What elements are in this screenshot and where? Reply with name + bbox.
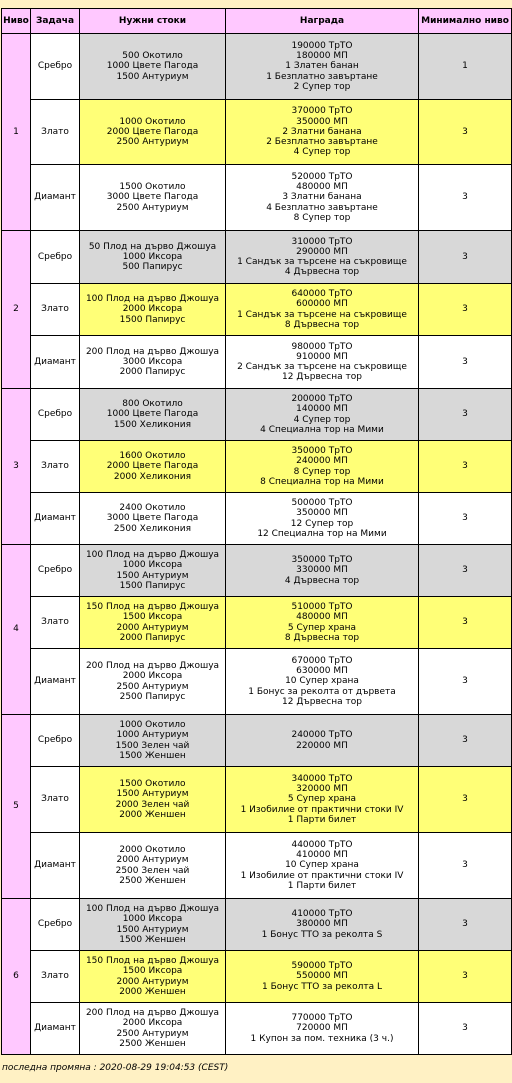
reward-cell	[226, 597, 419, 649]
reward-cell-line: 640000 ТрТО	[291, 289, 353, 300]
reward-cell-line: 12 Супер тор	[290, 518, 354, 529]
reward-cell-line: 440000 ТрТО	[291, 839, 353, 850]
reward-cell-line: 240000 МП	[296, 456, 348, 467]
goods-cell-line: 800 Окотило	[122, 399, 183, 410]
goods-cell-line: 2000 Хеликония	[113, 471, 192, 482]
goods-cell-line: 200 Плод на дърво Джошуа	[85, 1008, 220, 1019]
goods-cell-line: 1000 Иксора	[122, 251, 183, 262]
table-row	[2, 100, 512, 165]
goods-cell-line: 150 Плод на дърво Джошуа	[85, 956, 220, 967]
min-level-cell: 3	[419, 899, 512, 951]
reward-cell-line: 4 Супер тор	[293, 147, 351, 158]
goods-cell-line: 2000 Антуриум	[116, 622, 189, 633]
reward-cell-line: 8 Супер тор	[293, 212, 351, 223]
table-row	[2, 493, 512, 545]
goods-cell-line: 1500 Антуриум	[116, 71, 189, 82]
goods-cell	[80, 649, 226, 715]
goods-cell-line: 2500 Папирус	[119, 691, 186, 702]
reward-cell-line: 8 Дървесна тор	[284, 632, 360, 643]
header-row	[2, 9, 512, 34]
reward-cell-line: 510000 ТрТО	[291, 602, 353, 613]
reward-cell	[226, 715, 419, 767]
goods-cell	[80, 34, 226, 100]
goods-cell	[80, 597, 226, 649]
goods-cell-line: 2500 Антуриум	[116, 202, 189, 213]
goods-cell-line: 1000 Окотило	[119, 116, 186, 127]
min-level-cell: 3	[419, 336, 512, 389]
goods-cell-line: 2000 Цвете Пагода	[106, 126, 199, 137]
reward-cell-line: 600000 МП	[296, 299, 348, 310]
header-goods: Нужни стоки	[80, 9, 226, 34]
reward-cell-line: 8 Супер тор	[293, 466, 351, 477]
reward-cell-line: 12 Специална тор на Мими	[257, 528, 387, 539]
table-row	[2, 597, 512, 649]
reward-cell-line: 12 Дървесна тор	[282, 372, 362, 383]
reward-cell-line: 1 Парти билет	[287, 814, 357, 825]
header-reward: Награда	[226, 9, 419, 34]
goods-cell-line: 50 Плод на дърво Джошуа	[88, 241, 217, 252]
level-cell: 1	[2, 34, 31, 231]
header-task: Задача	[31, 9, 80, 34]
goods-cell-line: 1000 Окотило	[119, 720, 186, 731]
goods-cell	[80, 899, 226, 951]
goods-cell	[80, 715, 226, 767]
task-cell: Сребро	[31, 899, 80, 951]
goods-cell-line: 100 Плод на дърво Джошуа	[85, 550, 220, 561]
reward-cell	[226, 441, 419, 493]
level-cell: 4	[2, 545, 31, 715]
reward-cell-line: 8 Дървесна тор	[284, 319, 360, 330]
goods-cell-line: 2500 Антуриум	[116, 681, 189, 692]
reward-cell-line: 350000 МП	[296, 116, 348, 127]
goods-cell-line: 1500 Женшен	[119, 934, 186, 945]
reward-cell-line: 370000 ТрТО	[291, 106, 353, 117]
task-cell: Злато	[31, 284, 80, 336]
level-cell: 5	[2, 715, 31, 899]
min-level-cell: 3	[419, 951, 512, 1003]
goods-cell-line: 2000 Папирус	[119, 367, 186, 378]
reward-cell-line: 590000 ТрТО	[291, 961, 353, 972]
goods-cell-line: 3000 Цвете Пагода	[106, 513, 199, 524]
reward-cell	[226, 951, 419, 1003]
quest-table-body	[2, 34, 512, 1055]
reward-cell-line: 330000 МП	[296, 565, 348, 576]
goods-cell	[80, 493, 226, 545]
goods-cell	[80, 951, 226, 1003]
goods-cell-line: 2500 Зелен чай	[115, 865, 190, 876]
min-level-cell: 3	[419, 100, 512, 165]
reward-cell-line: 410000 МП	[296, 850, 348, 861]
table-row	[2, 899, 512, 951]
reward-cell-line: 770000 ТрТО	[291, 1013, 353, 1024]
goods-cell-line: 500 Папирус	[122, 262, 183, 273]
level-cell: 3	[2, 389, 31, 545]
reward-cell-line: 5 Супер храна	[287, 794, 357, 805]
reward-cell-line: 190000 ТрТО	[291, 40, 353, 51]
goods-cell	[80, 100, 226, 165]
table-row	[2, 336, 512, 389]
goods-cell-line: 1500 Папирус	[119, 314, 186, 325]
reward-cell-line: 1 Изобилие от практични стоки IV	[240, 804, 404, 815]
goods-cell-line: 2500 Антуриум	[116, 137, 189, 148]
goods-cell-line: 1500 Иксора	[122, 966, 183, 977]
task-cell: Злато	[31, 100, 80, 165]
task-cell: Злато	[31, 767, 80, 833]
task-cell: Сребро	[31, 545, 80, 597]
reward-cell-line: 1 Бонус ТТО за реколта S	[261, 929, 383, 940]
min-level-cell: 1	[419, 34, 512, 100]
reward-cell-line: 720000 МП	[296, 1023, 348, 1034]
goods-cell-line: 1000 Антуриум	[116, 730, 189, 741]
reward-cell	[226, 284, 419, 336]
table-row	[2, 1003, 512, 1055]
task-cell: Диамант	[31, 1003, 80, 1055]
reward-cell-line: 480000 МП	[296, 182, 348, 193]
reward-cell-line: 200000 ТрТО	[291, 394, 353, 405]
goods-cell-line: 1000 Цвете Пагода	[106, 61, 199, 72]
reward-cell-line: 290000 МП	[296, 246, 348, 257]
table-row	[2, 649, 512, 715]
level-cell: 6	[2, 899, 31, 1055]
table-row	[2, 833, 512, 899]
goods-cell-line: 200 Плод на дърво Джошуа	[85, 661, 220, 672]
goods-cell-line: 2000 Иксора	[122, 671, 183, 682]
goods-cell	[80, 545, 226, 597]
goods-cell-line: 2500 Хеликония	[113, 523, 192, 534]
goods-cell-line: 2500 Антуриум	[116, 1028, 189, 1039]
table-row	[2, 231, 512, 284]
goods-cell-line: 1600 Окотило	[119, 451, 186, 462]
goods-cell-line: 2000 Антуриум	[116, 855, 189, 866]
reward-cell-line: 4 Безплатно завъртане	[266, 202, 378, 213]
goods-cell	[80, 441, 226, 493]
min-level-cell: 3	[419, 165, 512, 231]
goods-cell-line: 3000 Иксора	[122, 356, 183, 367]
reward-cell-line: 10 Супер храна	[285, 676, 359, 687]
goods-cell	[80, 833, 226, 899]
reward-cell-line: 1 Сандък за търсене на съкровище	[237, 309, 407, 320]
reward-cell-line: 5 Супер храна	[287, 622, 357, 633]
reward-cell	[226, 231, 419, 284]
reward-cell	[226, 100, 419, 165]
goods-cell-line: 150 Плод на дърво Джошуа	[85, 602, 220, 613]
reward-cell-line: 520000 ТрТО	[291, 171, 353, 182]
reward-cell-line: 350000 ТрТО	[291, 555, 353, 566]
goods-cell-line: 2000 Иксора	[122, 1018, 183, 1029]
goods-cell	[80, 389, 226, 441]
reward-cell-line: 4 Супер тор	[293, 414, 351, 425]
goods-cell-line: 500 Окотило	[122, 51, 183, 62]
goods-cell-line: 3000 Цвете Пагода	[106, 192, 199, 203]
level-cell: 2	[2, 231, 31, 389]
reward-cell-line: 670000 ТрТО	[291, 655, 353, 666]
reward-cell	[226, 165, 419, 231]
table-row	[2, 34, 512, 100]
min-level-cell: 3	[419, 767, 512, 833]
task-cell: Диамант	[31, 649, 80, 715]
reward-cell-line: 8 Специална тор на Мими	[260, 476, 384, 487]
task-cell: Сребро	[31, 715, 80, 767]
reward-cell-line: 980000 ТрТО	[291, 341, 353, 352]
reward-cell-line: 4 Дървесна тор	[284, 575, 360, 586]
task-cell: Диамант	[31, 336, 80, 389]
goods-cell-line: 2400 Окотило	[119, 503, 186, 514]
goods-cell-line: 100 Плод на дърво Джошуа	[85, 294, 220, 305]
reward-cell-line: 1 Златен банан	[285, 61, 359, 72]
reward-cell-line: 1 Парти билет	[287, 880, 357, 891]
reward-cell-line: 320000 МП	[296, 784, 348, 795]
goods-cell-line: 1500 Женшен	[119, 750, 186, 761]
reward-cell	[226, 389, 419, 441]
min-level-cell: 3	[419, 597, 512, 649]
last-modified: последна промяна : 2020-08-29 19:04:53 (CEST)	[2, 1063, 229, 1073]
reward-cell	[226, 899, 419, 951]
goods-cell-line: 1000 Цвете Пагода	[106, 409, 199, 420]
reward-cell-line: 220000 МП	[296, 740, 348, 751]
reward-cell-line: 2 Сандък за търсене на съкровище	[237, 362, 407, 372]
task-cell: Сребро	[31, 389, 80, 441]
reward-cell-line: 10 Супер храна	[285, 860, 359, 871]
task-cell: Диамант	[31, 165, 80, 231]
reward-cell-line: 550000 МП	[296, 971, 348, 982]
goods-cell-line: 2000 Женшен	[119, 986, 186, 997]
min-level-cell: 3	[419, 1003, 512, 1055]
reward-cell	[226, 1003, 419, 1055]
reward-cell-line: 500000 ТрТО	[291, 498, 353, 509]
reward-cell-line: 1 Бонус ТТО за реколта L	[262, 981, 382, 992]
goods-cell-line: 1500 Окотило	[119, 182, 186, 193]
goods-cell-line: 200 Плод на дърво Джошуа	[85, 346, 220, 357]
reward-cell-line: 3 Златни банана	[282, 192, 362, 203]
min-level-cell: 3	[419, 833, 512, 899]
min-level-cell: 3	[419, 649, 512, 715]
reward-cell-line: 4 Специална тор на Мими	[260, 424, 384, 435]
goods-cell-line: 2000 Папирус	[119, 632, 186, 643]
reward-cell-line: 340000 ТрТО	[291, 773, 353, 784]
reward-cell-line: 380000 МП	[296, 919, 348, 930]
reward-cell	[226, 833, 419, 899]
task-cell: Злато	[31, 951, 80, 1003]
reward-cell-line: 480000 МП	[296, 612, 348, 623]
task-cell: Злато	[31, 597, 80, 649]
goods-cell-line: 2500 Женшен	[119, 1038, 186, 1049]
goods-cell-line: 2000 Антуриум	[116, 976, 189, 987]
header-min-level: Минимално ниво	[419, 9, 512, 34]
table-row	[2, 545, 512, 597]
goods-cell-line: 1500 Антуриум	[116, 570, 189, 581]
table-row	[2, 389, 512, 441]
table-row	[2, 715, 512, 767]
goods-cell-line: 2000 Женшен	[119, 809, 186, 820]
goods-cell	[80, 165, 226, 231]
min-level-cell: 3	[419, 493, 512, 545]
goods-cell-line: 2000 Зелен чай	[115, 799, 190, 810]
table-row	[2, 441, 512, 493]
goods-cell-line: 1500 Зелен чай	[115, 740, 190, 751]
goods-cell	[80, 1003, 226, 1055]
reward-cell-line: 630000 МП	[296, 666, 348, 677]
reward-cell-line: 4 Дървесна тор	[284, 267, 360, 278]
goods-cell	[80, 767, 226, 833]
reward-cell-line: 240000 ТрТО	[291, 730, 353, 741]
min-level-cell: 3	[419, 545, 512, 597]
min-level-cell: 3	[419, 231, 512, 284]
min-level-cell: 3	[419, 389, 512, 441]
reward-cell-line: 2 Златни банана	[282, 126, 362, 137]
goods-cell-line: 2500 Женшен	[119, 875, 186, 886]
goods-cell-line: 1500 Антуриум	[116, 924, 189, 935]
reward-cell	[226, 767, 419, 833]
goods-cell-line: 2000 Иксора	[122, 304, 183, 315]
reward-cell-line: 180000 МП	[296, 51, 348, 62]
reward-cell-line: 1 Бонус за реколта от дървета	[248, 686, 396, 697]
reward-cell-line: 2 Супер тор	[293, 81, 351, 92]
goods-cell-line: 100 Плод на дърво Джошуа	[85, 904, 220, 915]
goods-cell-line: 1000 Иксора	[122, 560, 183, 571]
reward-cell-line: 2 Безплатно завъртане	[266, 137, 378, 148]
min-level-cell: 3	[419, 441, 512, 493]
table-row	[2, 284, 512, 336]
reward-cell-line: 1 Изобилие от практични стоки IV	[240, 870, 404, 881]
quest-table	[1, 8, 512, 1055]
goods-cell-line: 1500 Папирус	[119, 580, 186, 591]
reward-cell	[226, 34, 419, 100]
min-level-cell: 3	[419, 284, 512, 336]
reward-cell-line: 350000 ТрТО	[291, 446, 353, 457]
reward-cell-line: 910000 МП	[296, 351, 348, 362]
task-cell: Сребро	[31, 231, 80, 284]
task-cell: Сребро	[31, 34, 80, 100]
goods-cell	[80, 284, 226, 336]
goods-cell	[80, 336, 226, 389]
reward-cell-line: 12 Дървесна тор	[282, 696, 362, 707]
table-row	[2, 165, 512, 231]
reward-cell	[226, 336, 419, 389]
header-level: Ниво	[2, 9, 31, 34]
task-cell: Диамант	[31, 493, 80, 545]
reward-cell-line: 140000 МП	[296, 404, 348, 415]
reward-cell	[226, 493, 419, 545]
reward-cell-line: 1 Сандък за търсене на съкровище	[237, 257, 407, 267]
goods-cell-line: 1500 Иксора	[122, 612, 183, 623]
goods-cell-line: 1500 Окотило	[119, 779, 186, 790]
goods-cell-line: 1500 Антуриум	[116, 789, 189, 800]
table-row	[2, 951, 512, 1003]
table-row	[2, 767, 512, 833]
reward-cell-line: 1 Безплатно завъртане	[266, 71, 378, 82]
reward-cell	[226, 545, 419, 597]
goods-cell-line: 2000 Окотило	[119, 845, 186, 856]
goods-cell-line: 1000 Иксора	[122, 914, 183, 925]
task-cell: Злато	[31, 441, 80, 493]
goods-cell-line: 1500 Хеликония	[113, 419, 192, 430]
goods-cell-line: 2000 Цвете Пагода	[106, 461, 199, 472]
reward-cell	[226, 649, 419, 715]
goods-cell	[80, 231, 226, 284]
reward-cell-line: 410000 ТрТО	[291, 909, 353, 920]
reward-cell-line: 1 Купон за пом. техника (3 ч.)	[250, 1033, 394, 1044]
task-cell: Диамант	[31, 833, 80, 899]
reward-cell-line: 350000 МП	[296, 508, 348, 519]
reward-cell-line: 310000 ТрТО	[291, 236, 353, 247]
min-level-cell: 3	[419, 715, 512, 767]
